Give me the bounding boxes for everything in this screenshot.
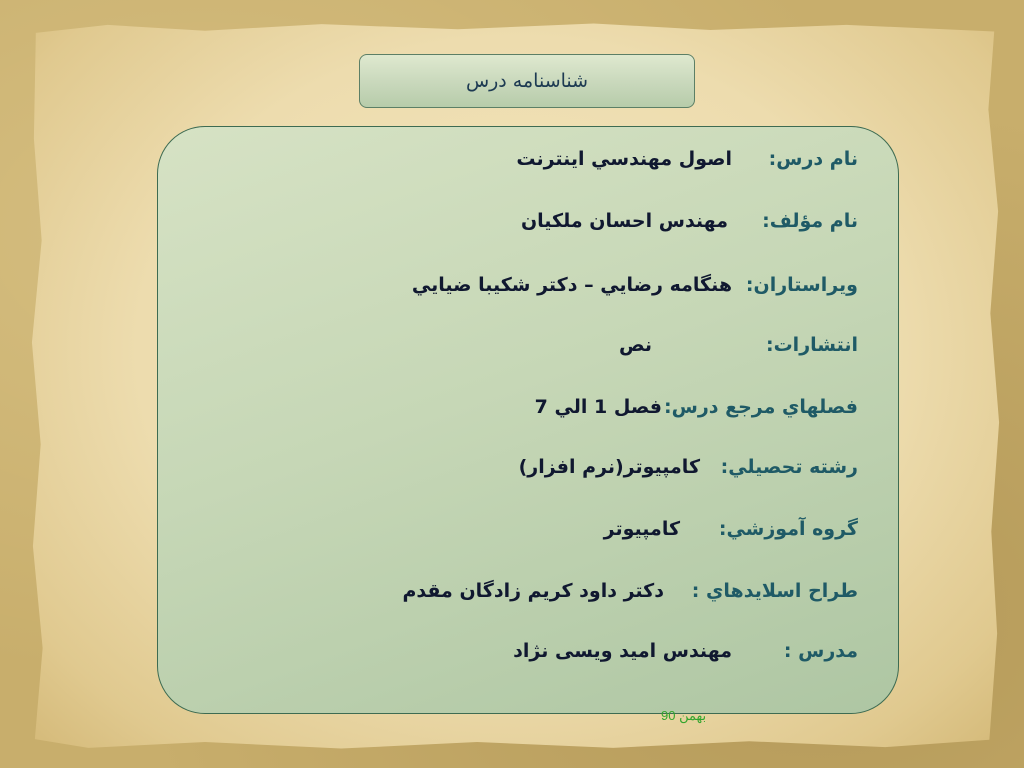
department-value: كامپيوتر bbox=[603, 518, 680, 540]
editors-label: ويراستاران: bbox=[745, 274, 858, 296]
row-instructor bbox=[513, 633, 858, 669]
course-name-value: اصول مهندسي اينترنت bbox=[516, 148, 732, 170]
publisher-value: نص bbox=[618, 334, 652, 356]
field-of-study-value: كامپيوتر(نرم افزار) bbox=[518, 456, 700, 478]
field-of-study-label: رشته تحصيلي: bbox=[720, 456, 858, 478]
row-course-name bbox=[516, 141, 858, 177]
title-box bbox=[359, 54, 695, 108]
instructor-label: مدرس : bbox=[783, 640, 858, 662]
reference-chapters-label: فصلهاي مرجع درس: bbox=[664, 396, 858, 418]
publisher-label: انتشارات: bbox=[765, 334, 858, 356]
page-title: شناسنامه درس bbox=[465, 70, 589, 92]
footer-date: بهمن 90 bbox=[661, 708, 707, 723]
row-department bbox=[604, 511, 858, 547]
course-name-label: نام درس: bbox=[768, 148, 858, 170]
author-label: نام مؤلف: bbox=[762, 210, 858, 232]
slide-designer-label: طراح اسلايدهاي : bbox=[691, 580, 858, 602]
row-publisher bbox=[619, 327, 858, 363]
row-editors bbox=[412, 267, 858, 303]
row-slide-designer bbox=[402, 573, 858, 609]
department-label: گروه آموزشي: bbox=[718, 518, 858, 540]
slide-designer-value: دكتر داود كريم زادگان مقدم bbox=[402, 580, 664, 602]
author-value: مهندس احسان ملكيان bbox=[520, 210, 728, 232]
row-author bbox=[521, 203, 858, 239]
instructor-value: مهندس امید ویسی نژاد bbox=[513, 640, 732, 662]
course-info-box bbox=[157, 126, 899, 714]
editors-value: هنگامه رضايي – دكتر شكيبا ضيايي bbox=[411, 274, 732, 296]
row-reference-chapters bbox=[535, 389, 858, 425]
reference-chapters-value: فصل 1 الي 7 bbox=[534, 396, 662, 418]
row-field-of-study bbox=[519, 449, 858, 485]
